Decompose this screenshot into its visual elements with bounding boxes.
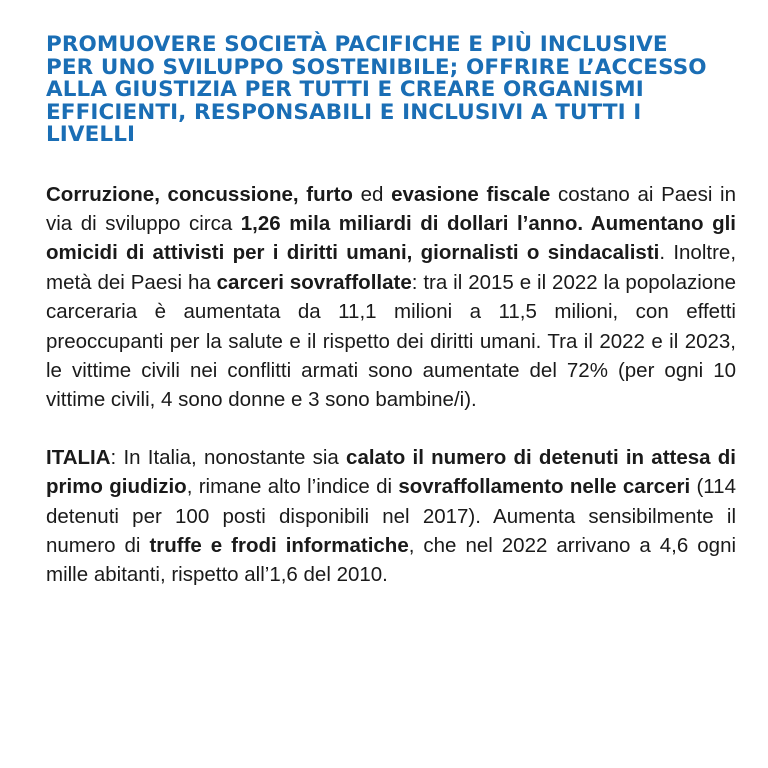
body-text: : tra il 2015 e il 2022 la popolazione carceraria è aumentata da 11,1 milioni a 11,5 milioni, con effetti preoccupanti per la salute e il rispetto dei diritti umani. Tra il 2022 e il 2023, le vittime civili nei conflitti armati sono aumentate del 72% (per ogni 10 vittime civili, 4 sono donne e 3 sono bambine/i). — [46, 270, 736, 412]
title-line: ALLA GIUSTIZIA PER TUTTI E CREARE ORGANISMI — [46, 77, 644, 102]
title-line: PER UNO SVILUPPO SOSTENIBILE; OFFRIRE L’ACCESSO — [46, 54, 707, 80]
title-line: EFFICIENTI, RESPONSABILI E INCLUSIVI A TUTTI I — [46, 99, 642, 125]
document-page — [46, 34, 736, 590]
bold-text: sovraffollamento nelle carceri — [398, 475, 691, 499]
bold-text: 1,26 mila miliardi di dollari l’anno. Aumentano gli omicidi di attivisti per i diritti umani, giornalisti o sindacalisti — [46, 211, 736, 265]
body-text: (114 detenuti per 100 posti disponibili nel 2017). Aumenta sensibilmente il numero di — [46, 475, 736, 557]
bold-text: evasione fiscale — [391, 182, 551, 206]
title-line: LIVELLI — [46, 122, 136, 147]
title-line: PROMUOVERE SOCIETÀ PACIFICHE E PIÙ INCLUSIVE — [46, 32, 668, 57]
paragraph-global — [46, 180, 736, 415]
page-title — [46, 34, 736, 147]
bold-text: carceri sovraffollate — [216, 270, 412, 294]
body-text: : In Italia, nonostante sia — [110, 445, 347, 469]
bold-text: truffe e frodi informatiche — [149, 533, 409, 557]
body-text: , rimane alto l’indice di — [186, 475, 399, 499]
paragraph-italia — [46, 443, 736, 590]
bold-text: ITALIA — [46, 445, 111, 469]
bold-text: Corruzione, concussione, furto — [46, 182, 353, 206]
body-text: costano ai Paesi in via di sviluppo circa — [46, 182, 737, 235]
body-text: . Inoltre, metà dei Paesi ha — [46, 241, 737, 294]
bold-text: calato il numero di detenuti in attesa di primo giudizio — [46, 445, 736, 499]
body-text: ed — [352, 182, 392, 206]
body-text: , che nel 2022 arrivano a 4,6 ogni mille abitanti, rispetto all’1,6 del 2010. — [46, 533, 737, 587]
